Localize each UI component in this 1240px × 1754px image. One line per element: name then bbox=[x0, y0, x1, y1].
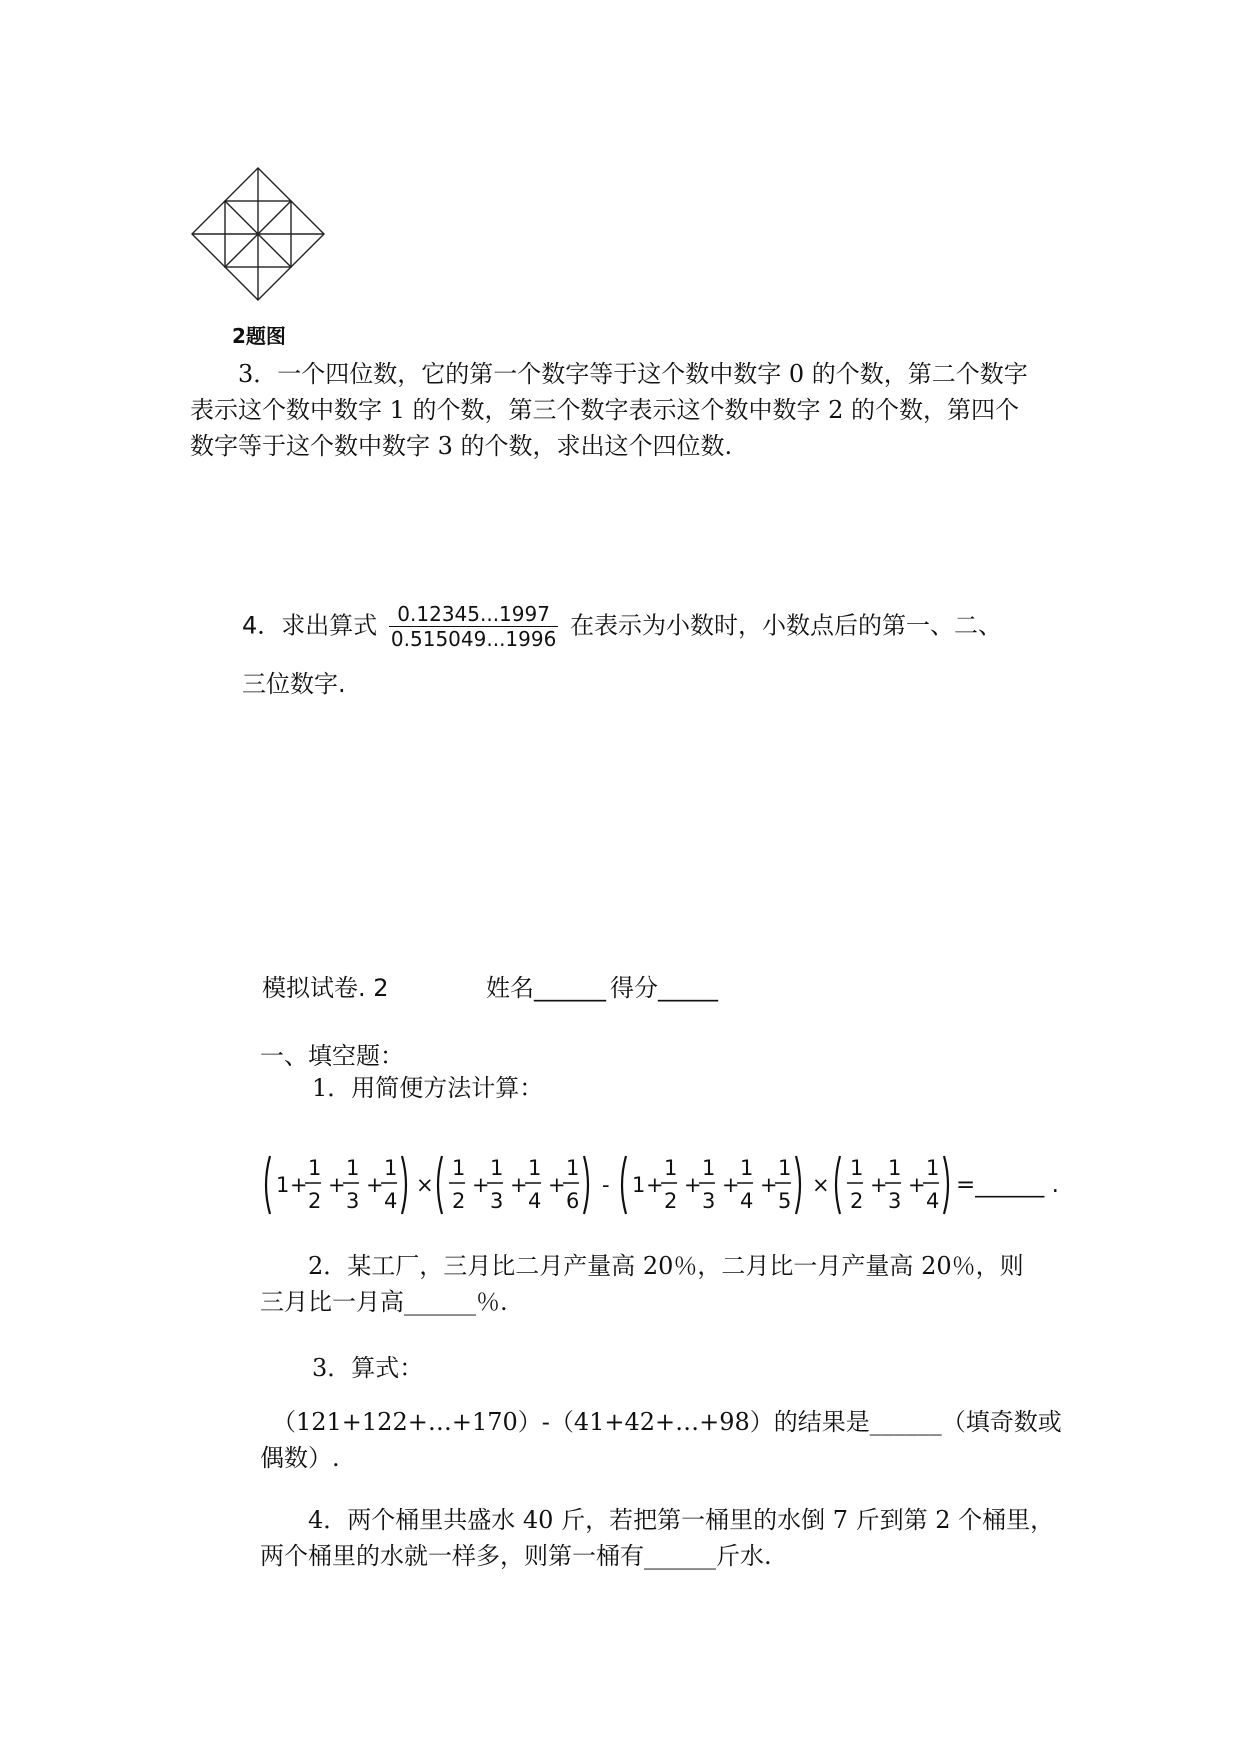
svg-text:+: + bbox=[684, 1173, 702, 1197]
svg-text:1: 1 bbox=[740, 1156, 754, 1180]
question-3-line: 偶数）. bbox=[260, 1444, 340, 1472]
question-3-line: （121+122+…+170）-（41+42+…+98）的结果是______（填奇数或 bbox=[260, 1408, 1062, 1436]
svg-text:4: 4 bbox=[528, 1189, 542, 1213]
svg-text:1: 1 bbox=[566, 1156, 580, 1180]
question-3 bbox=[260, 1404, 1062, 1476]
exam-title: 模拟试卷. 2 bbox=[262, 974, 389, 1002]
question-4-line: 4．两个桶里共盛水 40 斤，若把第一桶里的水倒 7 斤到第 2 个桶里， bbox=[260, 1506, 1055, 1534]
svg-text:1: 1 bbox=[632, 1173, 646, 1197]
problem-3-line: 表示这个数中数字 1 的个数，第三个数字表示这个数中数字 2 的个数，第四个 bbox=[190, 396, 1020, 424]
svg-text:+: + bbox=[472, 1173, 490, 1197]
svg-text:+: + bbox=[290, 1173, 308, 1197]
score-field-label: 得分_____ bbox=[610, 974, 718, 1002]
svg-text:+: + bbox=[908, 1173, 926, 1197]
question-1-text: 1．用简便方法计算： bbox=[312, 1074, 544, 1102]
question-2 bbox=[260, 1248, 1024, 1320]
svg-text:1: 1 bbox=[384, 1156, 398, 1180]
svg-text:2: 2 bbox=[850, 1189, 864, 1213]
question-1-formula bbox=[262, 1150, 1102, 1220]
svg-text:1: 1 bbox=[664, 1156, 678, 1180]
fraction-denominator: 0.515049...1996 bbox=[390, 627, 557, 651]
svg-text:1: 1 bbox=[850, 1156, 864, 1180]
formula-answer-blank: =______ . bbox=[956, 1172, 1059, 1198]
svg-text:3: 3 bbox=[490, 1189, 504, 1213]
problem-4-line2: 三位数字. bbox=[242, 670, 346, 698]
svg-text:3: 3 bbox=[888, 1189, 902, 1213]
problem-4-fraction bbox=[389, 602, 558, 651]
svg-text:1: 1 bbox=[276, 1173, 290, 1197]
problem-4-prefix: 4．求出算式 bbox=[242, 611, 378, 640]
svg-text:1: 1 bbox=[528, 1156, 542, 1180]
svg-text:2: 2 bbox=[452, 1189, 466, 1213]
svg-text:2: 2 bbox=[308, 1189, 322, 1213]
svg-text:3: 3 bbox=[702, 1189, 716, 1213]
svg-text:×: × bbox=[812, 1173, 830, 1197]
svg-text:-: - bbox=[602, 1173, 610, 1197]
svg-text:1: 1 bbox=[888, 1156, 902, 1180]
svg-text:+: + bbox=[722, 1173, 740, 1197]
problem-4-suffix: 在表示为小数时，小数点后的第一、二、 bbox=[569, 611, 1002, 640]
svg-text:1: 1 bbox=[702, 1156, 716, 1180]
svg-text:+: + bbox=[870, 1173, 888, 1197]
svg-text:1: 1 bbox=[308, 1156, 322, 1180]
svg-text:1: 1 bbox=[346, 1156, 360, 1180]
problem-4 bbox=[242, 602, 1002, 651]
svg-text:+: + bbox=[510, 1173, 528, 1197]
diamond-grid-figure bbox=[190, 166, 326, 302]
svg-text:+: + bbox=[328, 1173, 346, 1197]
svg-text:×: × bbox=[416, 1173, 434, 1197]
question-3-text: 3．算式： bbox=[312, 1354, 424, 1382]
section-heading: 一、填空题： bbox=[260, 1042, 404, 1070]
svg-text:1: 1 bbox=[926, 1156, 940, 1180]
problem-3-line: 数字等于这个数中数字 3 的个数，求出这个四位数. bbox=[190, 432, 733, 460]
svg-text:+: + bbox=[548, 1173, 566, 1197]
figure-caption: 2题图 bbox=[232, 324, 286, 348]
svg-text:6: 6 bbox=[566, 1189, 580, 1213]
problem-3 bbox=[190, 356, 1028, 464]
problem-3-line: 3．一个四位数，它的第一个数字等于这个数中数字 0 的个数，第二个数字 bbox=[190, 360, 1028, 388]
svg-text:4: 4 bbox=[740, 1189, 754, 1213]
svg-text:4: 4 bbox=[384, 1189, 398, 1213]
svg-text:2: 2 bbox=[664, 1189, 678, 1213]
svg-text:+: + bbox=[646, 1173, 664, 1197]
question-2-line: 三月比一月高______％. bbox=[260, 1288, 508, 1316]
question-4 bbox=[260, 1502, 1054, 1574]
svg-text:+: + bbox=[760, 1173, 778, 1197]
name-field-label: 姓名______ bbox=[486, 974, 606, 1002]
svg-text:4: 4 bbox=[926, 1189, 940, 1213]
svg-text:3: 3 bbox=[346, 1189, 360, 1213]
question-4-line: 两个桶里的水就一样多，则第一桶有______斤水. bbox=[260, 1542, 772, 1570]
svg-text:1: 1 bbox=[778, 1156, 792, 1180]
svg-text:1: 1 bbox=[490, 1156, 504, 1180]
svg-text:+: + bbox=[366, 1173, 384, 1197]
question-2-line: 2．某工厂，三月比二月产量高 20％，二月比一月产量高 20％，则 bbox=[260, 1252, 1024, 1280]
svg-text:5: 5 bbox=[778, 1189, 792, 1213]
fraction-numerator: 0.12345...1997 bbox=[389, 602, 558, 627]
svg-text:1: 1 bbox=[452, 1156, 466, 1180]
